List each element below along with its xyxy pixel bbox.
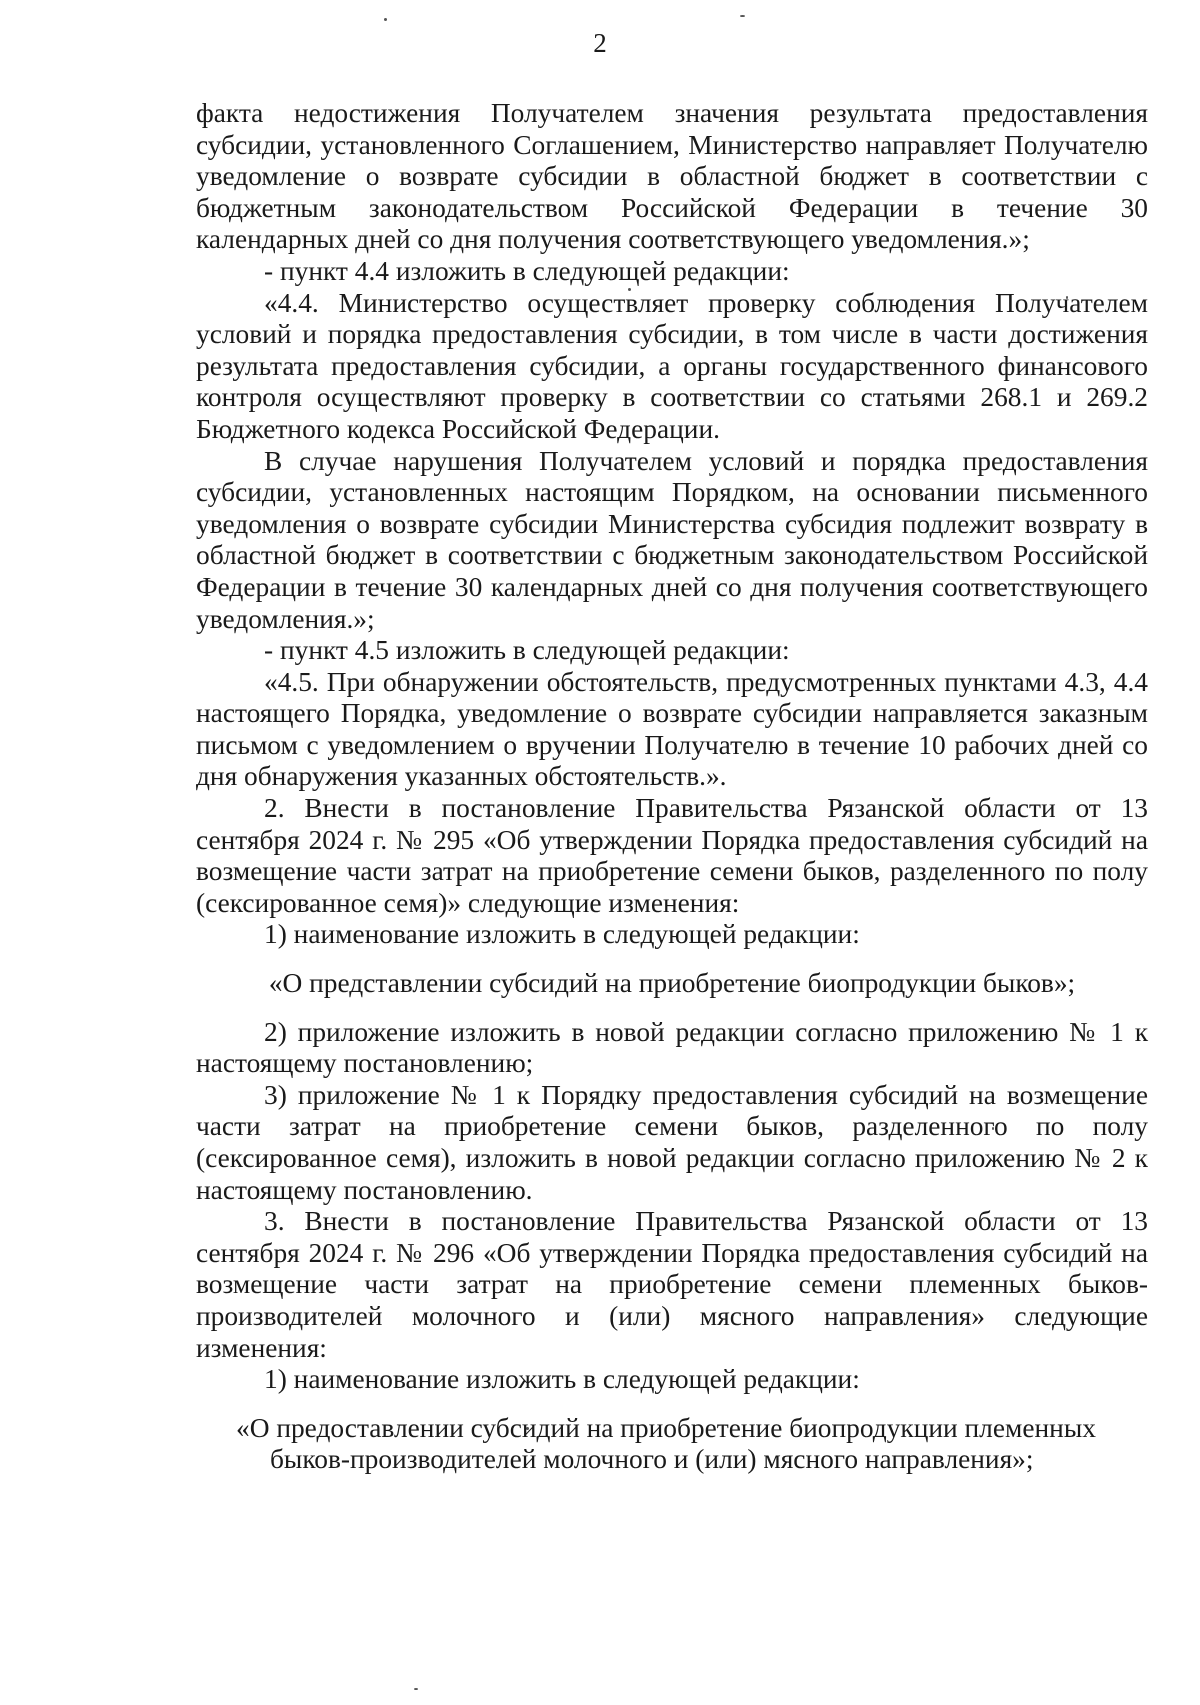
scan-speck	[740, 15, 745, 17]
paragraph-item-2-sub-3: 3) приложение № 1 к Порядку предоставления субсидий на возмещение части затрат на приобретение семени быков, разделенного по полу (сексированное семя), изложить в новой редакции согласно приложению № 2 к настоящему постановлению.	[196, 1079, 1148, 1205]
paragraph-point-4-5: «4.5. При обнаружении обстоятельств, предусмотренных пунктами 4.3, 4.4 настоящего Порядка, уведомление о возврате субсидии направляется заказным письмом с уведомлением о вручении Получателю в течение 10 рабочих дней со дня обнаружения указанных обстоятельств.».	[196, 666, 1148, 792]
paragraph-item-3: 3. Внести в постановление Правительства Рязанской области от 13 сентября 2024 г. № 296 «Об утверждении Порядка предоставления субсидий на возмещение части затрат на приобретение семени племенных быков-производителей молочного и (или) мясного направления» следующие изменения:	[196, 1206, 1148, 1363]
scan-speck	[414, 1688, 418, 1690]
quote-name-295: «О представлении субсидий на приобретение биопродукции быков»;	[268, 968, 1076, 999]
quote-line-2: быков-производителей молочного и (или) мясного направления»;	[270, 1444, 1034, 1475]
scan-speck	[384, 18, 387, 21]
paragraph-violation: В случае нарушения Получателем условий и порядка предоставления субсидии, установленных настоящим Порядком, на основании письменного уведомления о возврате субсидии Министерства субсидия подлежит возврату в областной бюджет в соответствии с бюджетным законодательством Российской Федерации в течение 30 календарных дней со дня получения соответствующего уведомления.»;	[196, 445, 1148, 634]
paragraph-item-3-sub-1: 1) наименование изложить в следующей редакции:	[264, 1364, 860, 1395]
quote-line-1: «О предоставлении субсидий на приобретение биопродукции племенных	[236, 1412, 1096, 1443]
paragraph-item-2: 2. Внести в постановление Правительства Рязанской области от 13 сентября 2024 г. № 295 «Об утверждении Порядка предоставления субсидий на возмещение части затрат на приобретение семени быков, разделенного по полу (сексированное семя)» следующие изменения:	[196, 793, 1148, 918]
paragraph-continuation: факта недостижения Получателем значения результата предоставления субсидии, установленного Соглашением, Министерство направляет Получателю уведомление о возврате субсидии в областной бюджет в соответствии с бюджетным законодательством Российской Федерации в течение 30 календарных дней со дня получения соответствующего уведомления.»;	[196, 98, 1148, 255]
paragraph-item-2-sub-1: 1) наименование изложить в следующей редакции:	[264, 919, 860, 950]
paragraph-point-4-4: «4.4. Министерство осуществляет проверку соблюдения Получателем условий и порядка предоставления субсидии, в том числе в части достижения результата предоставления субсидии, а органы государственного финансового контроля осуществляют проверку в соответствии со статьями 268.1 и 269.2 Бюджетного кодекса Российской Федерации.	[196, 287, 1148, 444]
quote-name-296	[196, 1413, 1148, 1476]
paragraph-point-4-5-heading: - пункт 4.5 изложить в следующей редакции:	[264, 635, 790, 666]
document-body	[196, 98, 1148, 1476]
page-number: 2	[593, 28, 607, 58]
paragraph-item-2-sub-2: 2) приложение изложить в новой редакции согласно приложению № 1 к настоящему постановлению;	[196, 1016, 1148, 1079]
paragraph-point-4-4-heading: - пункт 4.4 изложить в следующей редакции:	[264, 255, 790, 286]
